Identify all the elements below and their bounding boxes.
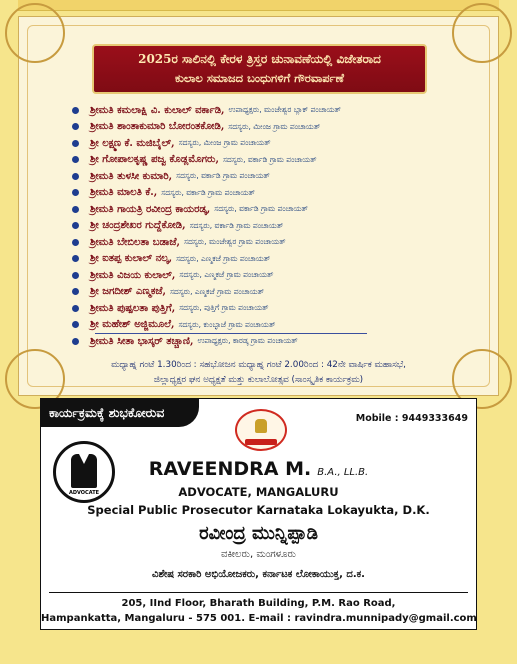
member-role: ಸದಸ್ಯರು, ಎಣ್ಮಕಜೆ ಗ್ರಾಮ ಪಂಚಾಯತ್: [176, 253, 271, 263]
advocate-title: ADVOCATE, MANGALURU: [178, 485, 339, 499]
member-name: ಶ್ರೀಮತಿ ಬೇಬಿಲತಾ ಬಡಾಜೆ,: [90, 236, 180, 248]
member-name: ಶ್ರೀ ಚಂದ್ರಶೇಖರ ಗುದ್ದೆಕೋಡಿ,: [90, 220, 186, 232]
member-name: ಶ್ರೀ ಐತಪ್ಪ ಕುಲಾಲ್ ನಲ್ಕ,: [90, 253, 173, 265]
bullet-icon: [72, 140, 79, 147]
member-role: ಸದಸ್ಯರು, ಎಣ್ಮಕಜೆ ಗ್ರಾಮ ಪಂಚಾಯತ್: [179, 270, 274, 280]
name-text: RAVEENDRA M.: [148, 458, 312, 480]
member-name: ಶ್ರೀ ಗೋಪಾಲಕೃಷ್ಣ ಪಜ್ವ ಕೊಡ್ಲಮೊಗರು,: [90, 154, 219, 166]
list-item: [72, 185, 462, 202]
bullet-icon: [72, 288, 79, 295]
bullet-icon: [72, 239, 79, 246]
bullet-icon: [72, 305, 79, 312]
bullet-icon: [72, 123, 79, 130]
member-role: ಸದಸ್ಯರು, ಎಣ್ಮಕಜೆ ಗ್ರಾಮ ಪಂಚಾಯತ್: [169, 286, 265, 296]
bullet-icon: [72, 107, 79, 114]
bullet-icon: [72, 189, 79, 196]
member-role: ಸದಸ್ಯರು, ವರ್ಕಾಡಿ ಗ್ರಾಮ ಪಂಚಾಯತ್: [189, 220, 284, 230]
member-name: ಶ್ರೀ ಜಗದೀಶ್ ಎಣ್ಮಕಜೆ,: [90, 286, 166, 298]
title-banner: [92, 44, 427, 94]
bullet-icon: [72, 206, 79, 213]
member-role: ಸದಸ್ಯರು, ಮಂಜೇಶ್ವರ ಗ್ರಾಮ ಪಂಚಾಯತ್: [183, 237, 286, 247]
member-role: ಸದಸ್ಯರು, ಮೀಂಜ ಗ್ರಾಮ ಪಂಚಾಯತ್: [178, 138, 271, 148]
member-role: ಉಪಾಧ್ಯಕ್ಷರು, ಕಾರಡ್ಕ ಗ್ರಾಮ ಪಂಚಾಯತ್: [197, 336, 298, 346]
member-name: ಶ್ರೀಮತಿ ಗಾಯತ್ರಿ ರವೀಂದ್ರ ಕಾಯರಡ್ಕ,: [90, 203, 211, 215]
member-name: ಶ್ರೀ ಮಹೇಶ್ ಅಜ್ಜಿಮೂಲೆ,: [90, 319, 175, 331]
list-item: [72, 267, 462, 284]
logo-text: ADVOCATE: [68, 490, 100, 496]
member-list: [72, 102, 462, 350]
bullet-icon: [72, 272, 79, 279]
member-role: ಸದಸ್ಯರು, ವರ್ಕಾಡಿ ಗ್ರಾಮ ಪಂಚಾಯತ್: [176, 171, 270, 181]
degree-text: B.A., LL.B.: [317, 467, 369, 478]
bullet-icon: [72, 255, 79, 262]
bullet-icon: [72, 338, 79, 345]
member-role: ಉಪಾಧ್ಯಕ್ಷರು, ಮಂಜೇಶ್ವರ ಬ್ಲಾಕ್ ಪಂಚಾಯತ್: [228, 105, 341, 115]
schedule-line: ಮಧ್ಯಾಹ್ನ ಗಂಟೆ 1.30ರಿಂದ : ಸಹಭೋಜನ ಮಧ್ಯಾಹ್ನ ಗಂಟೆ 2.00ರಿಂದ : 42ನೇ ವಾರ್ಷಿಕ ಮಹಾಸಭೆ,: [111, 360, 406, 370]
greeting-tag: ಕಾರ್ಯಕ್ರಮಕ್ಕೆ ಶುಭಕೋರುವ: [41, 399, 199, 427]
emblem-ribbon-icon: [245, 439, 277, 445]
list-item: [72, 201, 462, 218]
member-name: ಶ್ರೀಮತಿ ಶಾಂತಾಕುಮಾರಿ ಬೋರಂತಕೋಡಿ,: [90, 121, 225, 133]
list-item: [72, 333, 462, 350]
member-name: ಶ್ರೀಮತಿ ಸೀತಾ ಭಾಸ್ಕರ್ ತಚ್ಚಾಣಿ,: [90, 335, 194, 347]
advocate-ad-card: [40, 398, 477, 630]
member-role: ಸದಸ್ಯರು, ವರ್ಕಾಡಿ ಗ್ರಾಮ ಪಂಚಾಯತ್: [222, 154, 317, 164]
emblem-lion-icon: [255, 419, 267, 433]
schedule-line: ಜಿಲ್ಲಾಧ್ಯಕ್ಷರ ಘನ ಅಧ್ಯಕ್ಷತೆ ಮತ್ತು ಕುಲಾಲೋತ್ಸವ (ಸಾಂಸ್ಕೃತಿಕ ಕಾರ್ಯಕ್ರಮ): [153, 375, 364, 385]
member-role: ಸದಸ್ಯರು, ಪುತ್ತಿಗೆ ಗ್ರಾಮ ಪಂಚಾಯತ್: [179, 303, 269, 313]
list-item: [72, 119, 462, 136]
corner-ornament-icon: [452, 3, 512, 63]
member-name: ಶ್ರೀಮತಿ ಪುಷ್ಪಲತಾ ಪುತ್ತಿಗೆ,: [90, 302, 176, 314]
member-name: ಶ್ರೀಮತಿ ತುಳಸೀ ಕುಮಾರಿ,: [90, 170, 173, 182]
list-item: [72, 152, 462, 169]
card-divider: [49, 592, 468, 593]
list-item: [72, 234, 462, 251]
list-item: [72, 317, 462, 334]
banner-title: 2025ರ ಸಾಲಿನಲ್ಲಿ ಕೇರಳ ತ್ರಿಸ್ತರ ಚುನಾವಣೆಯಲ್ಲಿ ವಿಜೇತರಾದ: [138, 52, 381, 66]
government-emblem-icon: [235, 409, 287, 451]
member-role: ಸದಸ್ಯರು, ಮೀಂಜ ಗ್ರಾಮ ಪಂಚಾಯತ್: [228, 121, 321, 131]
list-item: [72, 218, 462, 235]
member-role: ಸದಸ್ಯರು, ಕುಂಬ್ಳಾಜೆ ಗ್ರಾಮ ಪಂಚಾಯತ್: [178, 319, 276, 329]
banner-subtitle: ಕುಲಾಲ ಸಮಾಜದ ಬಂಧುಗಳಿಗೆ ಗೌರವಾರ್ಪಣೆ: [175, 71, 344, 85]
top-rule: [18, 0, 499, 11]
list-item: [72, 168, 462, 185]
advocate-name-kannada: ರವೀಂದ್ರ ಮುನ್ನಿಪ್ಪಾಡಿ: [199, 523, 318, 544]
bullet-icon: [72, 321, 79, 328]
member-role: ಸದಸ್ಯರು, ವರ್ಕಾಡಿ ಗ್ರಾಮ ಪಂಚಾಯತ್: [214, 204, 308, 214]
bullet-icon: [72, 222, 79, 229]
list-divider: [95, 333, 367, 334]
list-item: [72, 251, 462, 268]
advocate-post: Special Public Prosecutor Karnataka Lokayukta, D.K.: [87, 503, 430, 517]
corner-ornament-icon: [5, 3, 65, 63]
advocate-title-kannada: ವಕೀಲರು, ಮಂಗಳೂರು: [221, 549, 296, 560]
bullet-icon: [72, 156, 79, 163]
address-line: Hampankatta, Mangaluru - 575 001. E-mail : ravindra.munnipady@gmail.com: [41, 613, 477, 624]
member-name: ಶ್ರೀ ಲಕ್ಷ್ಮಣ ಕೆ. ಮಜಿಬೈಲ್,: [90, 137, 175, 149]
member-name: ಶ್ರೀಮತಿ ಮಾಲತಿ ಕೆ.,: [90, 187, 158, 199]
member-name: ಶ್ರೀಮತಿ ವಿಜಯ ಕುಲಾಲ್,: [90, 269, 176, 281]
address-line: 205, IInd Floor, Bharath Building, P.M. Rao Road,: [121, 598, 396, 609]
list-item: [72, 300, 462, 317]
bullet-icon: [72, 173, 79, 180]
list-item: [72, 284, 462, 301]
list-item: [72, 135, 462, 152]
mobile-number: Mobile : 9449333649: [355, 413, 468, 424]
member-name: ಶ್ರೀಮತಿ ಕಮಲಾಕ್ಷಿ ವಿ. ಕುಲಾಲ್ ವರ್ಕಾಡಿ,: [90, 104, 225, 116]
list-item: [72, 102, 462, 119]
advocate-name: [41, 458, 476, 480]
member-role: ಸದಸ್ಯರು, ವರ್ಕಾಡಿ ಗ್ರಾಮ ಪಂಚಾಯತ್: [161, 187, 255, 197]
advocate-post-kannada: ವಿಶೇಷ ಸರಕಾರಿ ಅಭಿಯೋಜಕರು, ಕರ್ನಾಟಕ ಲೋಕಾಯುಕ್ತ, ದ.ಕ.: [152, 569, 365, 580]
